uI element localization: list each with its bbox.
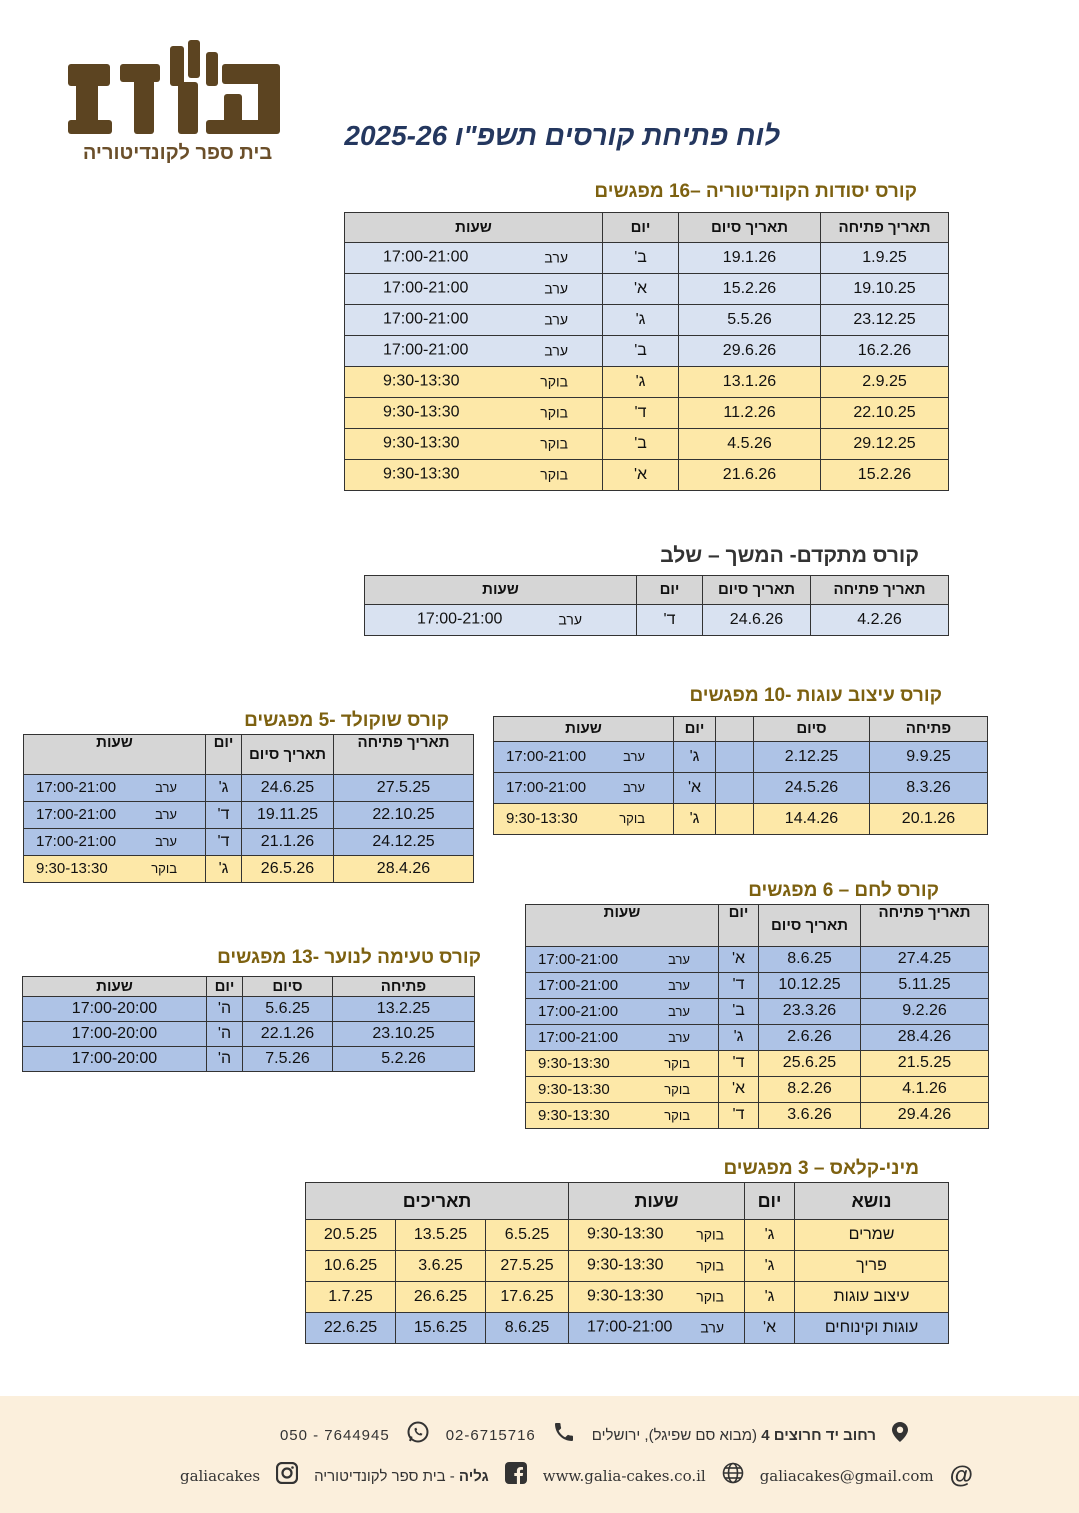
table-row	[365, 605, 949, 636]
weekday: ג'	[745, 1282, 795, 1313]
session-date: 20.5.25	[306, 1220, 396, 1251]
logo-subtitle: בית ספר לקונדיטוריה	[82, 142, 273, 164]
hours-cell	[345, 367, 603, 398]
table-row	[345, 460, 949, 491]
time-of-day: בוקר	[664, 1107, 690, 1123]
session-date: 27.5.25	[486, 1251, 569, 1282]
time-range: 17:00-21:00	[383, 248, 469, 266]
end-date: 2.6.26	[759, 1025, 861, 1051]
end-date: 8.6.25	[759, 947, 861, 973]
session-date: 3.6.25	[396, 1251, 486, 1282]
time-of-day: ערב	[558, 611, 582, 628]
weekday: ג'	[206, 856, 242, 883]
youth-course-table	[22, 976, 475, 1072]
end-date: 5.6.25	[243, 997, 333, 1022]
table-row	[345, 429, 949, 460]
table-row	[345, 398, 949, 429]
open-date: 28.4.26	[861, 1025, 989, 1051]
table-row	[345, 274, 949, 305]
hours-cell	[345, 243, 603, 274]
address	[592, 1427, 876, 1444]
time-of-day: בוקר	[540, 466, 568, 483]
hours-cell	[24, 856, 206, 883]
end-date: 21.1.26	[242, 829, 334, 856]
time-of-day: בוקר	[540, 404, 568, 421]
col-header: שעות	[365, 576, 637, 605]
col-header: תאריך סיום	[759, 905, 861, 947]
hours-cell	[569, 1313, 745, 1344]
phone-icon	[552, 1420, 576, 1450]
empty-cell	[716, 742, 754, 773]
time-range: 17:00-21:00	[383, 310, 469, 328]
session-date: 1.7.25	[306, 1282, 396, 1313]
hours-cell	[494, 742, 674, 773]
hours-cell	[526, 973, 719, 999]
time-range: 17:00-20:00	[23, 1047, 207, 1072]
col-header: שעות	[23, 977, 207, 997]
weekday: א'	[719, 947, 759, 973]
time-of-day: ערב	[544, 249, 568, 266]
weekday: ב'	[719, 999, 759, 1025]
time-of-day: ערב	[668, 977, 690, 993]
end-date: 11.2.26	[679, 398, 821, 429]
table-row	[526, 973, 989, 999]
facebook-page[interactable]	[314, 1468, 489, 1485]
session-date: 15.6.25	[396, 1313, 486, 1344]
facebook-name: גליה	[458, 1467, 489, 1485]
end-date: 21.6.26	[679, 460, 821, 491]
whatsapp-icon	[406, 1420, 430, 1450]
weekday: ה'	[207, 1047, 243, 1072]
weekday: א'	[603, 274, 679, 305]
time-of-day: בוקר	[696, 1288, 725, 1305]
time-range: 17:00-21:00	[538, 976, 619, 994]
hours-cell	[526, 1077, 719, 1103]
weekday: ג'	[745, 1251, 795, 1282]
weekday: א'	[603, 460, 679, 491]
weekday: ד'	[719, 1051, 759, 1077]
hours-cell	[24, 829, 206, 856]
end-date: 29.6.26	[679, 336, 821, 367]
col-header: תאריך סיום	[679, 213, 821, 243]
session-date: 17.6.25	[486, 1282, 569, 1313]
mini-class-title: מיני-קלאס – 3 מפגשים	[723, 1158, 919, 1179]
empty-cell	[716, 773, 754, 804]
table-row	[24, 775, 474, 802]
time-range: 17:00-21:00	[383, 341, 469, 359]
address-street: רחוב יד חרוצים 4	[761, 1426, 876, 1444]
weekday: ג'	[674, 804, 716, 835]
time-of-day: בוקר	[151, 861, 177, 877]
weekday: ג'	[674, 742, 716, 773]
session-date: 26.6.25	[396, 1282, 486, 1313]
open-date: 29.4.26	[861, 1103, 989, 1129]
table-row	[306, 1313, 949, 1344]
col-header: יום	[719, 905, 759, 947]
hours-cell	[494, 773, 674, 804]
open-date: 4.1.26	[861, 1077, 989, 1103]
time-range: 9:30-13:30	[538, 1080, 610, 1098]
time-of-day: ערב	[544, 280, 568, 297]
weekday: ה'	[207, 1022, 243, 1047]
open-date: 9.2.26	[861, 999, 989, 1025]
col-header: יום	[207, 977, 243, 997]
weekday: ג'	[745, 1220, 795, 1251]
session-date: 6.5.25	[486, 1220, 569, 1251]
table-row	[526, 1051, 989, 1077]
open-date: 15.2.26	[821, 460, 949, 491]
end-date: 2.12.25	[754, 742, 870, 773]
time-of-day: ערב	[155, 807, 177, 823]
weekday: א'	[719, 1077, 759, 1103]
session-date: 10.6.25	[306, 1251, 396, 1282]
hours-cell	[569, 1220, 745, 1251]
weekday: ב'	[603, 243, 679, 274]
end-date: 26.5.26	[242, 856, 334, 883]
empty-cell	[716, 804, 754, 835]
table-row	[526, 999, 989, 1025]
col-header: יום	[674, 717, 716, 742]
time-range: 9:30-13:30	[383, 465, 460, 483]
whatsapp-number[interactable]: 050 - 7644945	[279, 1426, 390, 1444]
table-row	[306, 1251, 949, 1282]
open-date: 20.1.26	[870, 804, 988, 835]
time-of-day: ערב	[155, 834, 177, 850]
open-date: 9.9.25	[870, 742, 988, 773]
weekday: ד'	[719, 1103, 759, 1129]
end-date: 5.5.26	[679, 305, 821, 336]
facebook-desc: - בית ספר לקונדיטוריה	[314, 1467, 459, 1485]
weekday: ד'	[206, 829, 242, 856]
session-date: 13.5.25	[396, 1220, 486, 1251]
footer	[0, 1396, 1079, 1513]
time-of-day: ערב	[623, 780, 645, 796]
col-header: סיום	[754, 717, 870, 742]
hours-cell	[365, 605, 637, 636]
time-range: 17:00-21:00	[417, 610, 503, 628]
open-date: 21.5.25	[861, 1051, 989, 1077]
globe-icon	[722, 1462, 744, 1490]
end-date: 23.3.26	[759, 999, 861, 1025]
galia-logo	[66, 38, 284, 138]
end-date: 22.1.26	[243, 1022, 333, 1047]
col-header: פתיחה	[870, 717, 988, 742]
open-date: 27.5.25	[334, 775, 474, 802]
time-range: 17:00-21:00	[538, 1028, 619, 1046]
weekday: ג'	[603, 305, 679, 336]
basics-course-table	[344, 212, 949, 491]
open-date: 23.12.25	[821, 305, 949, 336]
end-date: 10.12.25	[759, 973, 861, 999]
weekday: ג'	[603, 367, 679, 398]
open-date: 19.10.25	[821, 274, 949, 305]
mini-class-table	[305, 1182, 949, 1344]
table-row	[345, 305, 949, 336]
weekday: ה'	[207, 997, 243, 1022]
col-header: יום	[637, 576, 703, 605]
instagram-handle[interactable]: galiacakes	[179, 1467, 261, 1485]
time-of-day: ערב	[623, 749, 645, 765]
time-range: 17:00-21:00	[506, 779, 587, 797]
session-date: 8.6.25	[486, 1313, 569, 1344]
time-of-day: ערב	[155, 780, 177, 796]
weekday: ב'	[603, 336, 679, 367]
col-header: תאריך פתיחה	[821, 213, 949, 243]
hours-cell	[526, 1025, 719, 1051]
hours-cell	[569, 1251, 745, 1282]
email-link[interactable]: galiacakes@gmail.com	[759, 1467, 934, 1485]
time-range: 9:30-13:30	[587, 1287, 664, 1305]
col-header: יום	[206, 735, 242, 775]
weekday: ד'	[603, 398, 679, 429]
time-of-day: ערב	[700, 1319, 725, 1336]
hours-cell	[345, 429, 603, 460]
table-row	[23, 1047, 475, 1072]
table-row	[345, 243, 949, 274]
end-date: 15.2.26	[679, 274, 821, 305]
weekday: ג'	[719, 1025, 759, 1051]
facebook-icon	[505, 1462, 527, 1490]
time-of-day: ערב	[544, 311, 568, 328]
table-row	[306, 1220, 949, 1251]
end-date: 19.11.25	[242, 802, 334, 829]
weekday: ב'	[603, 429, 679, 460]
instagram-icon	[276, 1462, 298, 1490]
table-row	[494, 742, 988, 773]
weekday: א'	[745, 1313, 795, 1344]
table-row	[345, 367, 949, 398]
open-date: 24.12.25	[334, 829, 474, 856]
website-link[interactable]: www.galia-cakes.co.il	[542, 1467, 706, 1485]
hours-cell	[526, 1103, 719, 1129]
open-date: 22.10.25	[821, 398, 949, 429]
time-range: 9:30-13:30	[383, 403, 460, 421]
time-range: 9:30-13:30	[587, 1225, 664, 1243]
hours-cell	[526, 999, 719, 1025]
end-date: 4.5.26	[679, 429, 821, 460]
session-date: 22.6.25	[306, 1313, 396, 1344]
time-of-day: בוקר	[619, 811, 645, 827]
weekday: א'	[674, 773, 716, 804]
hours-cell	[569, 1282, 745, 1313]
weekday: ד'	[206, 802, 242, 829]
open-date: 27.4.25	[861, 947, 989, 973]
col-header	[716, 717, 754, 742]
topic: שמרים	[795, 1220, 949, 1251]
time-range: 17:00-21:00	[506, 748, 587, 766]
col-header: פתיחה	[333, 977, 475, 997]
col-header: שעות	[345, 213, 603, 243]
time-of-day: בוקר	[696, 1257, 725, 1274]
hours-cell	[494, 804, 674, 835]
time-range: 17:00-21:00	[538, 950, 619, 968]
topic: פריך	[795, 1251, 949, 1282]
time-of-day: בוקר	[664, 1081, 690, 1097]
weekday: ד'	[719, 973, 759, 999]
open-date: 28.4.26	[334, 856, 474, 883]
time-of-day: ערב	[668, 1029, 690, 1045]
table-row	[494, 804, 988, 835]
col-header: תאריך סיום	[703, 576, 811, 605]
table-row	[494, 773, 988, 804]
end-date: 19.1.26	[679, 243, 821, 274]
end-date: 3.6.26	[759, 1103, 861, 1129]
end-date: 25.6.25	[759, 1051, 861, 1077]
time-range: 17:00-21:00	[36, 833, 117, 851]
col-header: יום	[745, 1183, 795, 1220]
hours-cell	[24, 775, 206, 802]
table-row	[23, 997, 475, 1022]
time-range: 17:00-21:00	[383, 279, 469, 297]
chocolate-course-table	[23, 734, 474, 883]
col-header: שעות	[494, 717, 674, 742]
open-date: 13.2.25	[333, 997, 475, 1022]
end-date: 8.2.26	[759, 1077, 861, 1103]
table-row	[24, 802, 474, 829]
col-header: תאריך פתיחה	[811, 576, 949, 605]
chocolate-course-title: קורס שוקולד -5 מפגשים	[244, 710, 449, 731]
col-header: תאריכים	[306, 1183, 569, 1220]
open-date: 8.3.26	[870, 773, 988, 804]
open-date: 5.11.25	[861, 973, 989, 999]
time-of-day: בוקר	[540, 373, 568, 390]
bread-course-title: קורס לחם – 6 מפגשים	[748, 880, 939, 901]
page-title: לוח פתיחת קורסים תשפ"ו 2025-26	[344, 120, 780, 151]
table-row	[23, 1022, 475, 1047]
table-row	[345, 336, 949, 367]
time-range: 9:30-13:30	[383, 434, 460, 452]
time-of-day: ערב	[668, 951, 690, 967]
end-date: 24.6.25	[242, 775, 334, 802]
end-date: 24.5.26	[754, 773, 870, 804]
advanced-course-title: קורס מתקדם- המשך – שלב	[660, 544, 919, 567]
location-pin-icon	[892, 1422, 908, 1448]
hours-cell	[345, 274, 603, 305]
weekday: ד'	[637, 605, 703, 636]
time-range: 17:00-20:00	[23, 1022, 207, 1047]
table-row	[24, 829, 474, 856]
end-date: 13.1.26	[679, 367, 821, 398]
open-date: 29.12.25	[821, 429, 949, 460]
table-row	[526, 1025, 989, 1051]
col-header: תאריך סיום	[242, 735, 334, 775]
col-header: סיום	[243, 977, 333, 997]
hours-cell	[345, 305, 603, 336]
open-date: 5.2.26	[333, 1047, 475, 1072]
end-date: 14.4.26	[754, 804, 870, 835]
topic: עוגות וקינוחים	[795, 1313, 949, 1344]
time-of-day: ערב	[668, 1003, 690, 1019]
time-range: 9:30-13:30	[538, 1106, 610, 1124]
time-range: 17:00-21:00	[587, 1318, 673, 1336]
time-of-day: בוקר	[540, 435, 568, 452]
hours-cell	[345, 398, 603, 429]
time-range: 17:00-21:00	[36, 779, 117, 797]
basics-course-title: קורס יסודות הקונדיטוריה –16 מפגשים	[594, 181, 917, 202]
time-range: 9:30-13:30	[383, 372, 460, 390]
hours-cell	[526, 947, 719, 973]
open-date: 4.2.26	[811, 605, 949, 636]
table-row	[526, 1077, 989, 1103]
cake-design-course-table	[493, 716, 988, 835]
table-row	[306, 1282, 949, 1313]
hours-cell	[345, 460, 603, 491]
time-range: 9:30-13:30	[36, 860, 108, 878]
weekday: ג'	[206, 775, 242, 802]
time-range: 9:30-13:30	[506, 810, 578, 828]
footer-social-row	[170, 1462, 979, 1490]
col-header: תאריך פתיחה	[334, 735, 474, 775]
table-row	[24, 856, 474, 883]
table-row	[526, 1103, 989, 1129]
time-range: 9:30-13:30	[538, 1054, 610, 1072]
youth-course-title: קורס טעימה לנוער -13 מפגשים	[217, 947, 481, 968]
at-sign-icon: @	[949, 1462, 973, 1489]
time-range: 17:00-21:00	[538, 1002, 619, 1020]
time-range: 9:30-13:30	[587, 1256, 664, 1274]
time-range: 17:00-20:00	[23, 997, 207, 1022]
footer-contact-row	[270, 1420, 914, 1450]
end-date: 7.5.26	[243, 1047, 333, 1072]
phone-number[interactable]: 02-6715716	[445, 1426, 536, 1444]
col-header: נושא	[795, 1183, 949, 1220]
address-area: (מבוא סם שפיגל), ירושלים	[591, 1426, 758, 1444]
time-of-day: בוקר	[696, 1226, 725, 1243]
table-row	[526, 947, 989, 973]
col-header: שעות	[526, 905, 719, 947]
time-range: 17:00-21:00	[36, 806, 117, 824]
time-of-day: ערב	[544, 342, 568, 359]
col-header: תאריך פתיחה	[861, 905, 989, 947]
end-date: 24.6.26	[703, 605, 811, 636]
col-header: שעות	[569, 1183, 745, 1220]
open-date: 23.10.25	[333, 1022, 475, 1047]
open-date: 1.9.25	[821, 243, 949, 274]
col-header: שעות	[24, 735, 206, 775]
bread-course-table	[525, 904, 989, 1129]
topic: עיצוב עוגות	[795, 1282, 949, 1313]
hours-cell	[24, 802, 206, 829]
hours-cell	[526, 1051, 719, 1077]
advanced-course-table	[364, 575, 949, 636]
open-date: 16.2.26	[821, 336, 949, 367]
hours-cell	[345, 336, 603, 367]
time-of-day: בוקר	[664, 1055, 690, 1071]
cake-design-course-title: קורס עיצוב עוגות -10 מפגשים	[689, 685, 942, 706]
open-date: 22.10.25	[334, 802, 474, 829]
col-header: יום	[603, 213, 679, 243]
open-date: 2.9.25	[821, 367, 949, 398]
